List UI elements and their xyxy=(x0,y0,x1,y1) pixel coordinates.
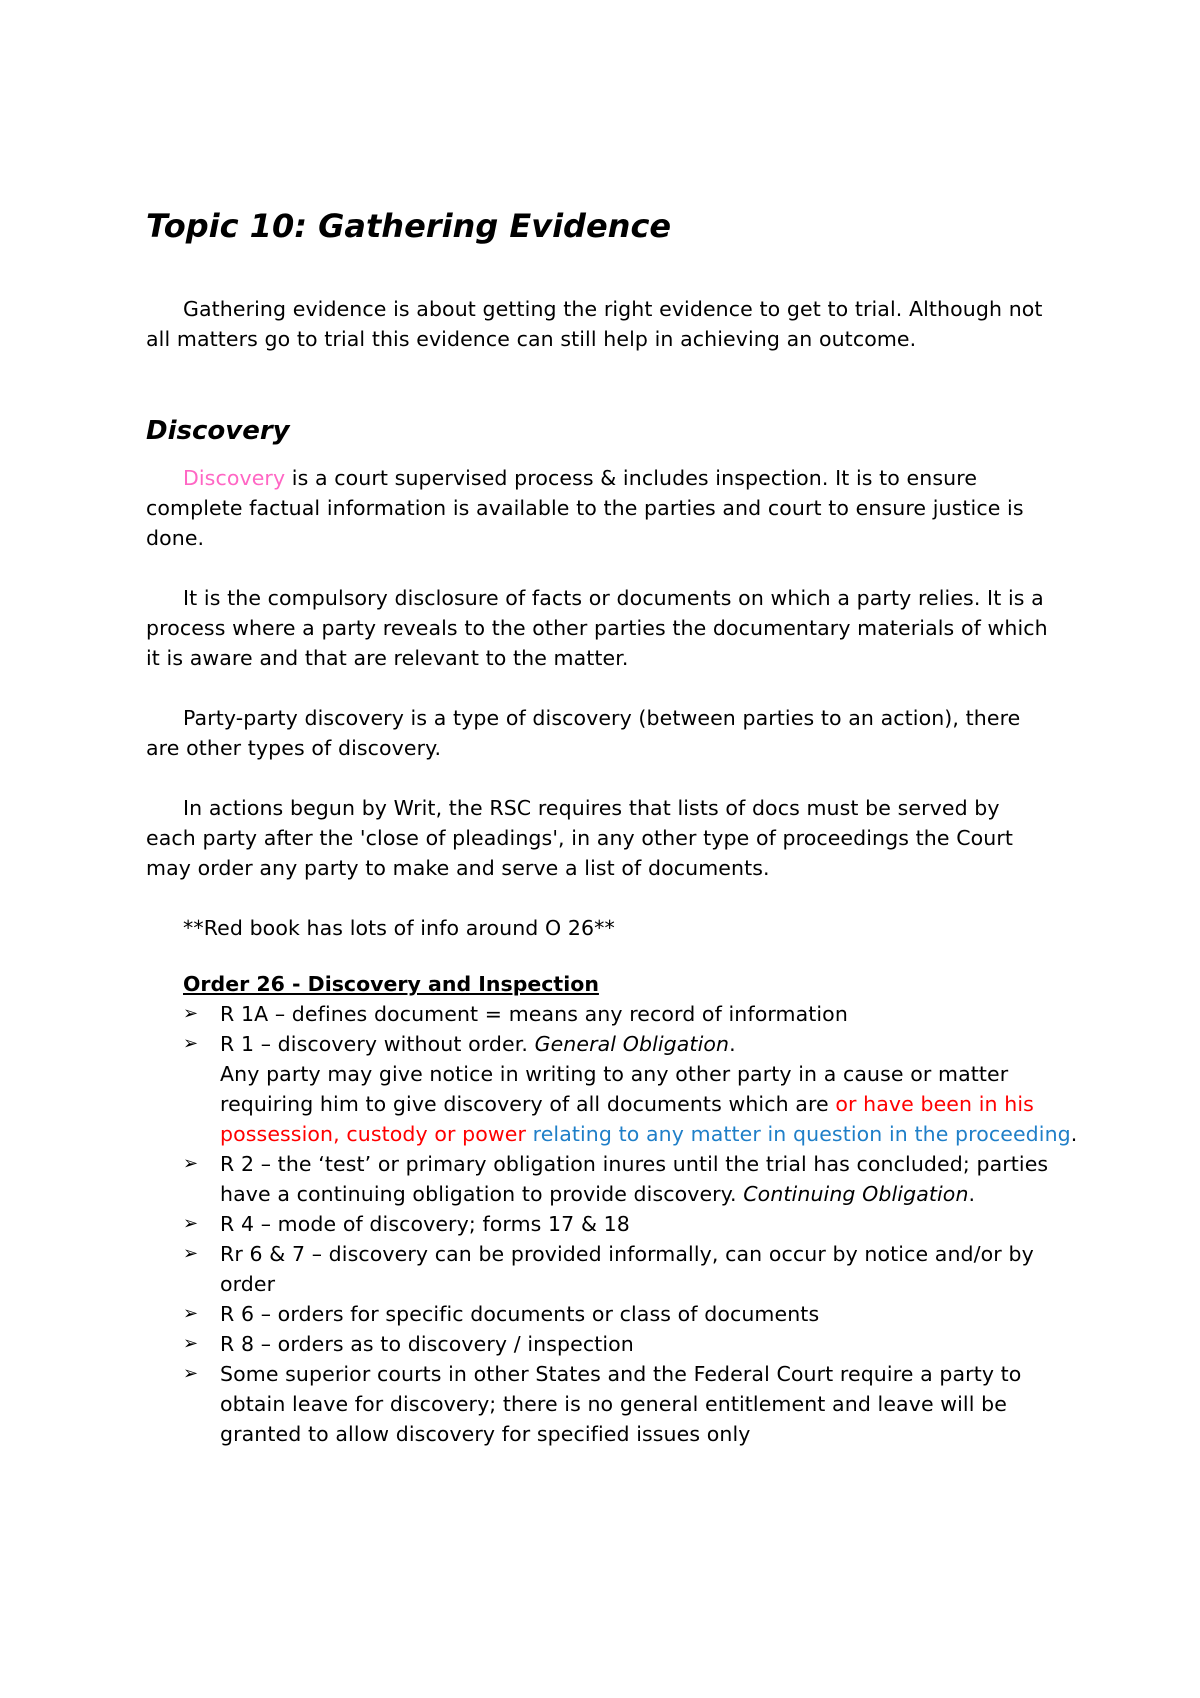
rule-1-detail: Any party may give notice in writing to any other party in a cause or matter requiring him to give discovery of all documents which are or have been in his possession, custody or power relating to any matter in question in the proceeding. xyxy=(220,1062,1078,1146)
list-item: ➢ R 8 – orders as to discovery / inspection xyxy=(183,1329,1083,1359)
red-book-note: **Red book has lots of info around O 26** xyxy=(183,916,615,940)
discovery-heading: Discovery xyxy=(146,416,290,446)
discovery-paragraph-1-text: is a court supervised process & includes inspection. It is to ensure complete factual information is available to the parties and court to ensure justice is done. xyxy=(146,466,1024,550)
list-item: ➢ R 1A – defines document = means any record of information xyxy=(183,999,1083,1029)
page-title: Topic 10: Gathering Evidence xyxy=(146,207,672,245)
list-item: ➢ R 6 – orders for specific documents or class of documents xyxy=(183,1299,1083,1329)
list-item: ➢ Some superior courts in other States and the Federal Court require a party to obtain leave for discovery; there is no general entitlement and leave will be granted to allow discovery for specified issues only xyxy=(183,1359,1083,1449)
arrowhead-bullet-icon: ➢ xyxy=(183,1303,199,1324)
arrowhead-bullet-icon: ➢ xyxy=(183,1333,199,1354)
list-item: ➢ R 2 – the ‘test’ or primary obligation inures until the trial has concluded; parties have a continuing obligation to provide discovery. Continuing Obligation. xyxy=(183,1149,1083,1209)
list-item: ➢ Rr 6 & 7 – discovery can be provided informally, can occur by notice and/or by order xyxy=(183,1239,1083,1299)
arrowhead-bullet-icon: ➢ xyxy=(183,1243,199,1264)
discovery-paragraph-3: Party-party discovery is a type of discovery (between parties to an action), there are other types of discovery. xyxy=(146,706,1021,760)
arrowhead-bullet-icon: ➢ xyxy=(183,1363,199,1384)
arrowhead-bullet-icon: ➢ xyxy=(183,1153,199,1174)
discovery-paragraph-2: It is the compulsory disclosure of facts or documents on which a party relies. It is a process where a party reveals to the other parties the documentary materials of which it is aware and that are relevant to the matter. xyxy=(146,586,1048,670)
order-26-list xyxy=(183,999,1083,1449)
discovery-term: Discovery xyxy=(183,466,286,490)
order-26-heading: Order 26 - Discovery and Inspection xyxy=(183,972,599,996)
list-item: ➢ R 4 – mode of discovery; forms 17 & 18 xyxy=(183,1209,1083,1239)
arrowhead-bullet-icon: ➢ xyxy=(183,1213,199,1234)
arrowhead-bullet-icon: ➢ xyxy=(183,1033,199,1054)
intro-paragraph: Gathering evidence is about getting the right evidence to get to trial. Although not all matters go to trial this evidence can still help in achieving an outcome. xyxy=(146,297,1043,351)
list-item: ➢ R 1 – discovery without order. General Obligation. Any party may give notice in writing to any other party in a cause or matter requiring him to give discovery of all documents which are or have been in his possession, custody or power relating to any matter in question in the proceeding. xyxy=(183,1029,1083,1149)
discovery-paragraph-1 xyxy=(146,463,1066,553)
discovery-paragraph-4: In actions begun by Writ, the RSC requires that lists of docs must be served by each party after the 'close of pleadings', in any other type of proceedings the Court may order any party to make and serve a list of documents. xyxy=(146,796,1014,880)
arrowhead-bullet-icon: ➢ xyxy=(183,1003,199,1024)
